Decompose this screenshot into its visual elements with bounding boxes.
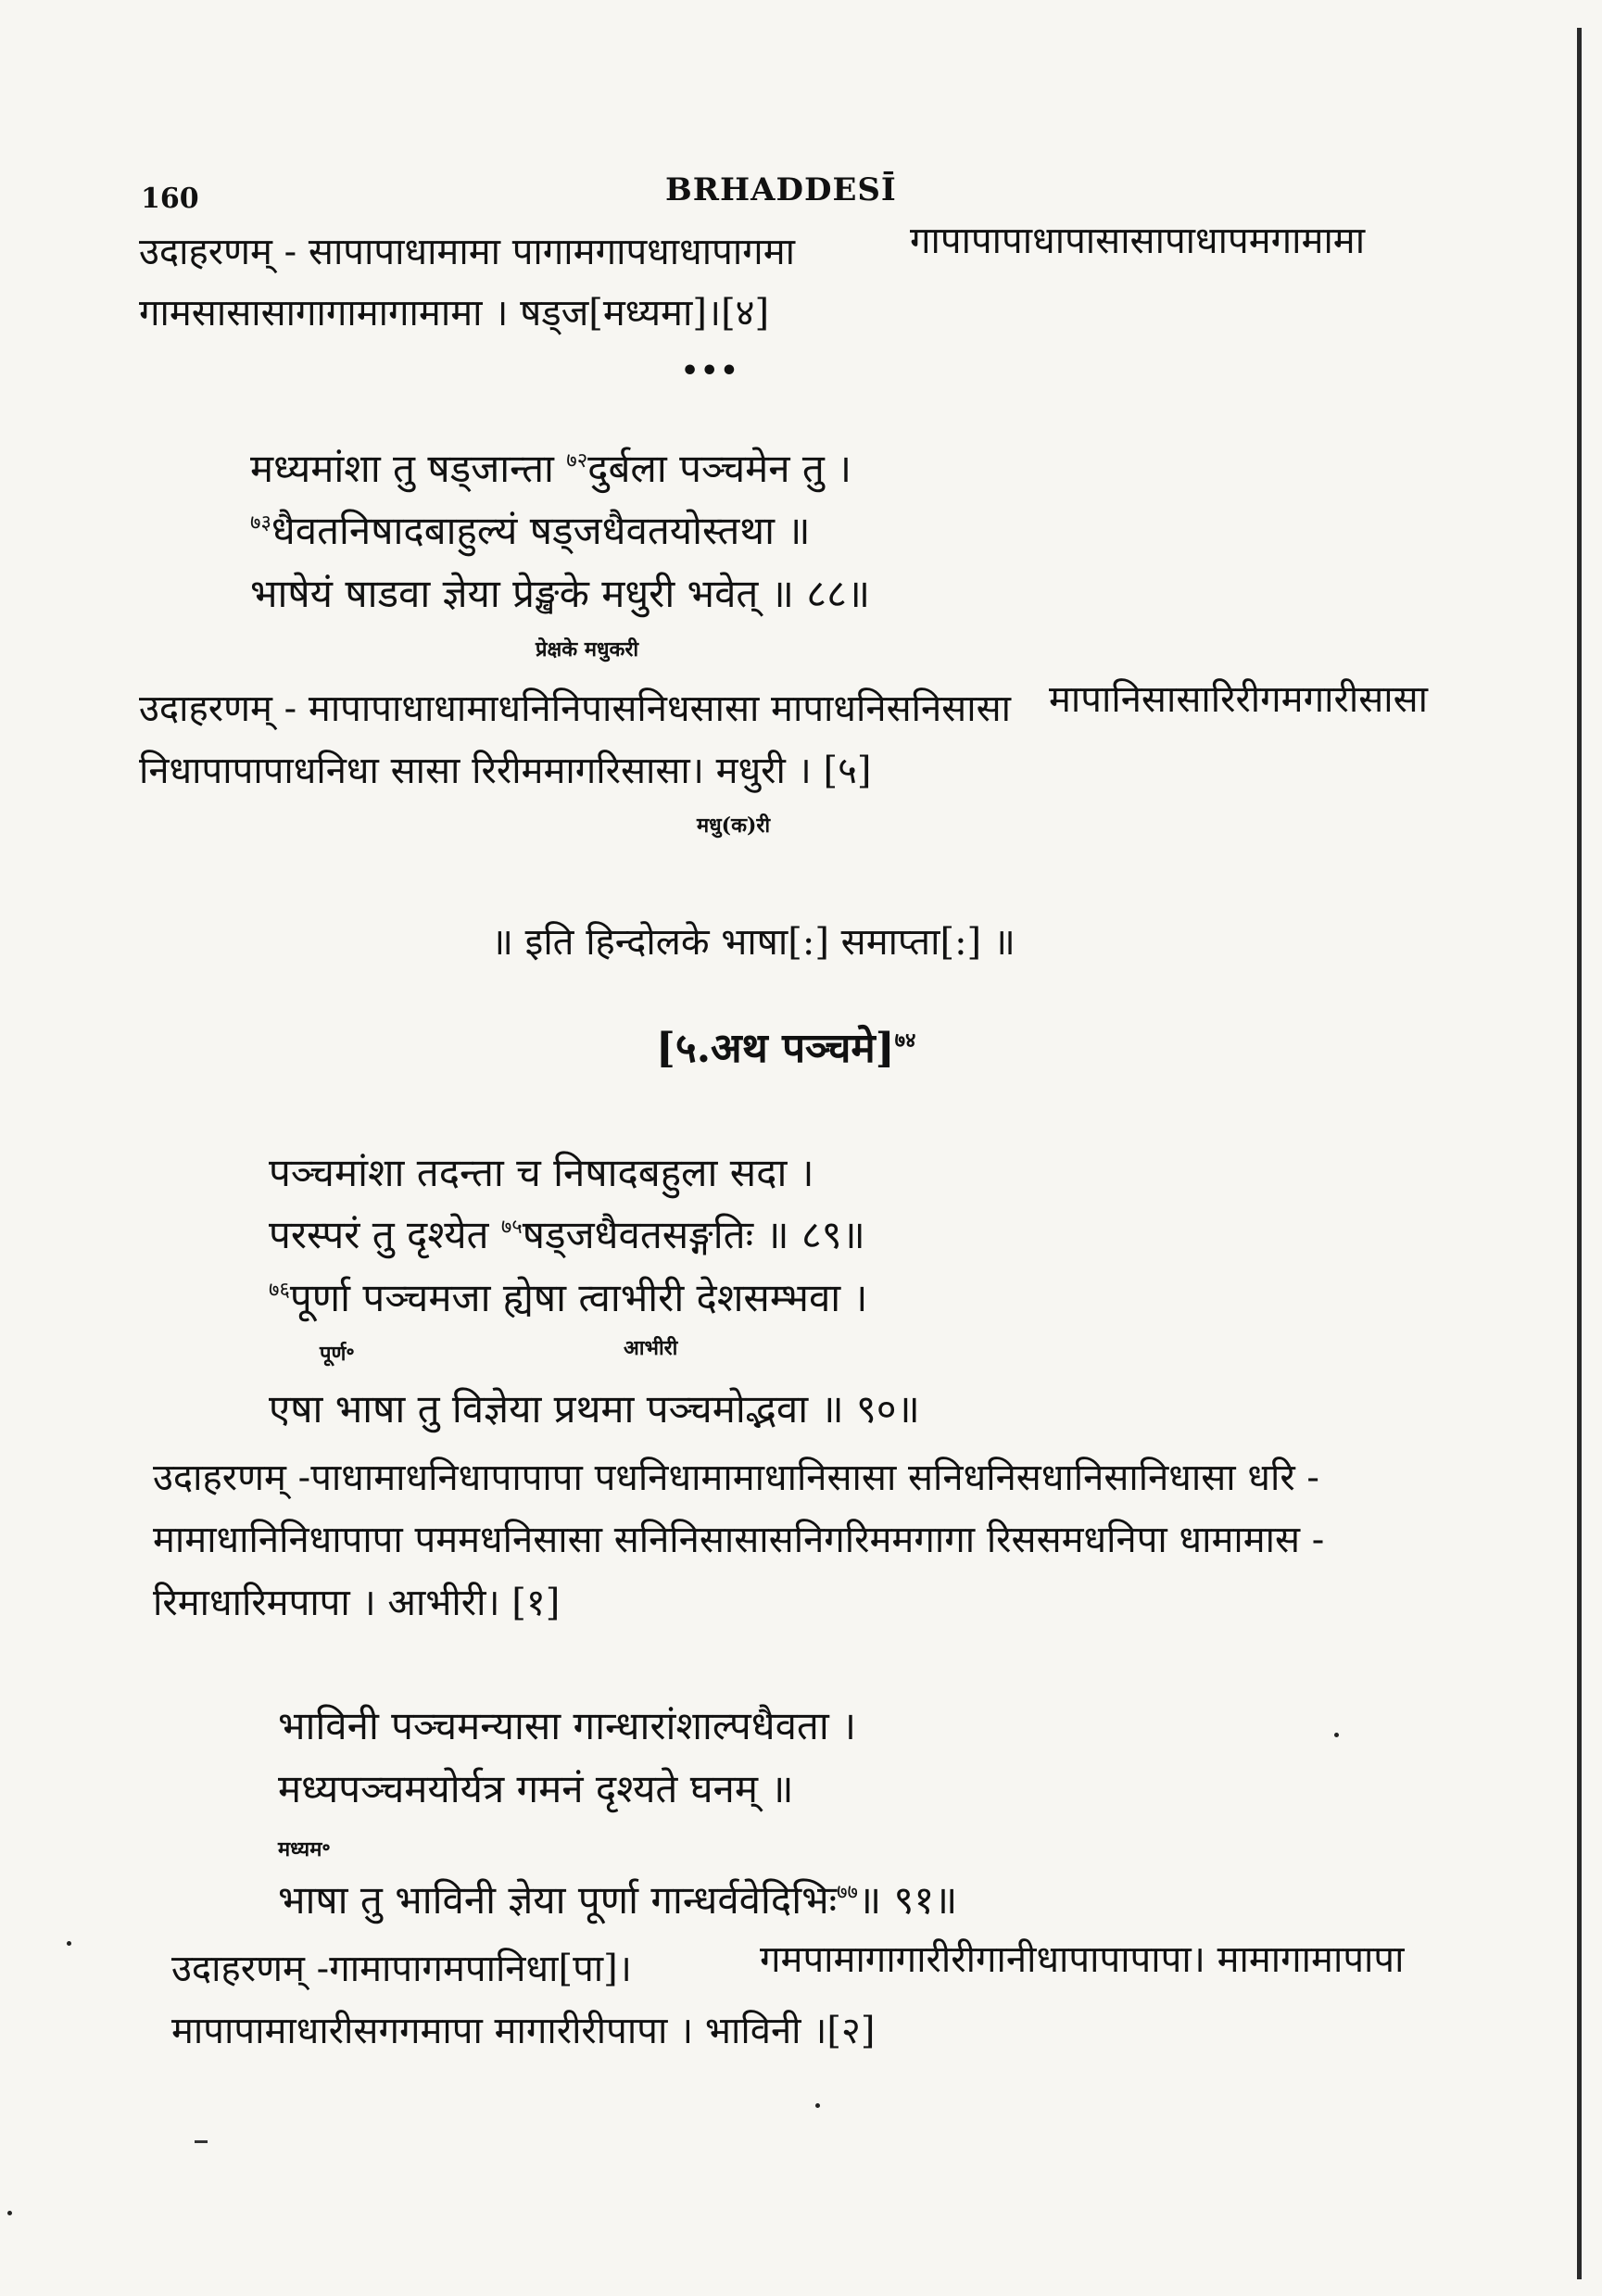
example-line: गमपामागागारीरीगानीधापापापापा। मामागामापापा: [760, 1938, 1405, 1981]
page-number: 160: [141, 183, 199, 215]
verse-text: पूर्णा पञ्चमजा ह्येषा त्वाभीरी देशसम्भवा ।: [289, 1275, 868, 1320]
example-line: गापापापाधापासासापाधापमगामामा: [910, 220, 1366, 262]
example-line: उदाहरणम् - मापापाधाधामाधनिनिपासनिधसासा मापाधनिसनिसासा: [139, 688, 1011, 730]
variant-note: प्रेक्षके मधुकरी: [536, 637, 639, 662]
scan-mark: [195, 2140, 208, 2143]
verse-text: ॥ ९१॥: [857, 1877, 958, 1923]
verse-text: मध्यमांशा तु षड्जान्ता: [250, 446, 554, 491]
scan-speck: [1334, 1733, 1339, 1737]
example-line: मापापामाधारीसगगमापा मागारीरीपापा । भाविनी ।[२]: [171, 2010, 876, 2052]
example-line: गामसासासागागामागामामा । षड्ज[मध्यमा]।[४]: [139, 292, 770, 334]
footnote-marker: ७४: [894, 1028, 916, 1053]
footnote-marker: ७३: [250, 511, 271, 535]
verse-line: भाविनी पञ्चमन्यासा गान्धारांशाल्पधैवता ।: [278, 1703, 857, 1748]
verse-line: भाषेयं षाडवा ज्ञेया प्रेङ्खके मधुरी भवेत् ॥ ८८॥: [250, 571, 871, 616]
scan-speck: [67, 1941, 71, 1946]
verse-line: [250, 446, 852, 491]
verse-line: [278, 1877, 958, 1923]
footnote-marker: ७२: [566, 449, 588, 473]
verse-text: षड्जधैवतसङ्गतिः ॥ ८९॥: [522, 1212, 865, 1257]
variant-note: मध्यम॰: [278, 1837, 331, 1861]
example-line: मापानिसासारिरीगमगारीसासा: [1049, 678, 1428, 721]
closing-line: ॥ इति हिन्दोलके भाषा[:] समाप्ता[:] ॥: [491, 921, 1015, 964]
scan-speck: [815, 2103, 820, 2108]
footnote-marker: ७७: [837, 1881, 858, 1904]
scan-speck: [7, 2211, 12, 2215]
verse-line: मध्यपञ्चमयोर्यत्र गमनं दृश्यते घनम् ॥: [278, 1766, 794, 1811]
variant-note: पूर्ण॰: [320, 1342, 355, 1366]
example-line: उदाहरणम् -गामापागमपानिधा[पा]।: [171, 1948, 632, 1990]
variant-note: आभीरी: [624, 1336, 678, 1360]
page-edge-shadow: [1577, 28, 1582, 2279]
example-line: उदाहरणम् - सापापाधामामा पागामगापधाधापागमा: [139, 231, 795, 273]
variant-note: मधु(क)री: [697, 814, 771, 838]
verse-line: एषा भाषा तु विज्ञेया प्रथमा पञ्चमोद्भवा ॥ ९०॥: [269, 1386, 920, 1432]
example-line: उदाहरणम् -पाधामाधनिधापापापा पधनिधामामाधानिसासा सनिधनिसधानिसानिधासा धरि -: [153, 1457, 1319, 1499]
footnote-marker: ७६: [269, 1279, 290, 1302]
section-heading: [656, 1025, 916, 1072]
verse-line: [269, 1275, 868, 1320]
verse-text: परस्परं तु दृश्येत: [269, 1212, 489, 1257]
verse-line: पञ्चमांशा तदन्ता च निषादबहुला सदा ।: [269, 1150, 814, 1195]
footnote-marker: ७५: [500, 1216, 523, 1239]
section-separator: •••: [681, 355, 740, 387]
section-title: [५.अथ पञ्चमे]: [656, 1025, 895, 1072]
verse-line: [250, 508, 811, 553]
running-header: BRHADDESĪ: [665, 171, 897, 208]
verse-line: [269, 1212, 865, 1257]
verse-text: दुर्बला पञ्चमेन तु ।: [587, 446, 852, 491]
verse-text: भाषा तु भाविनी ज्ञेया पूर्णा गान्धर्ववेदिभिः: [278, 1877, 838, 1923]
verse-text: धैवतनिषादबाहुल्यं षड्जधैवतयोस्तथा ॥: [271, 508, 811, 553]
example-line: रिमाधारिमपापा । आभीरी। [१]: [153, 1582, 561, 1624]
example-line: निधापापापाधनिधा सासा रिरीममागरिसासा। मधुरी । [५]: [139, 750, 872, 792]
example-line: मामाधानिनिधापापा पममधनिसासा सनिनिसासासनिगरिममगागा रिससमधनिपा धामामास -: [153, 1519, 1325, 1561]
